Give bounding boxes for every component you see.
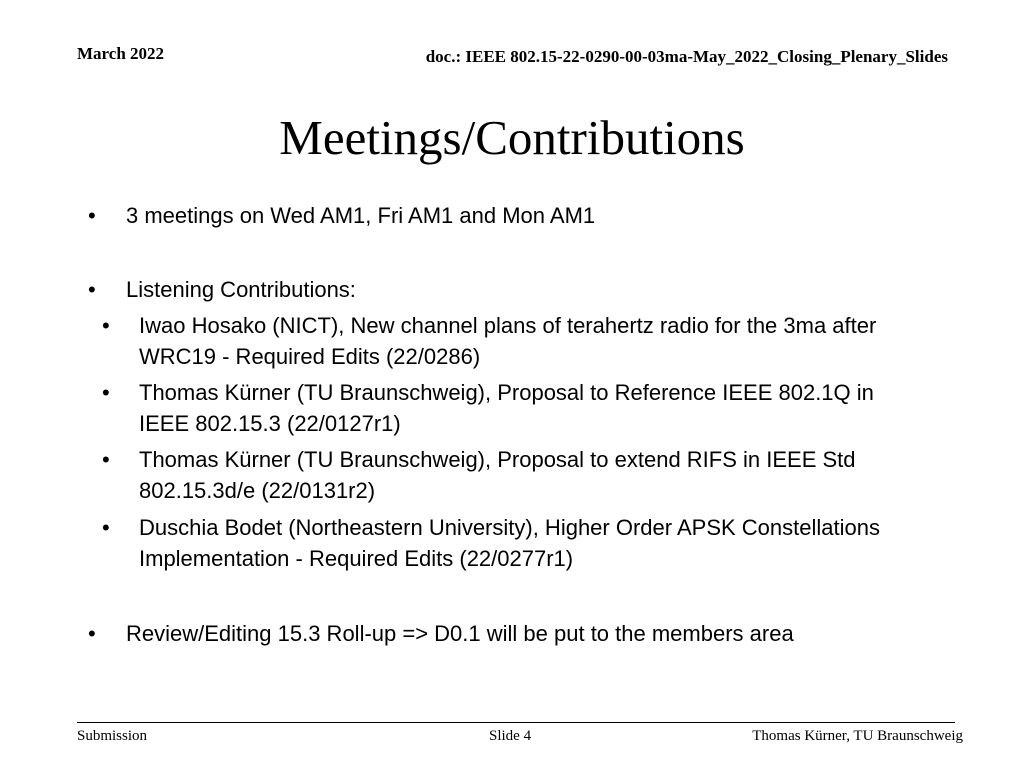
contribution-text: Iwao Hosako (NICT), New channel plans of terahertz radio for the 3ma after WRC19 - Required Edits (22/0286) <box>139 313 877 369</box>
contribution-text: Duschia Bodet (Northeastern University), Higher Order APSK Constellations Implementation - Required Edits (22/0277r1) <box>139 515 880 571</box>
bullet-dot: • <box>102 380 110 405</box>
footer-author: Thomas Kürner, TU Braunschweig <box>752 728 963 744</box>
bullet-text: 3 meetings on Wed AM1, Fri AM1 and Mon AM1 <box>126 203 596 228</box>
bullet-dot: • <box>88 203 96 228</box>
bullet-text: Review/Editing 15.3 Roll-up => D0.1 will be put to the members area <box>126 621 794 646</box>
bullet-dot: • <box>102 447 110 472</box>
bullet-dot: • <box>102 313 110 338</box>
bullet-text: Listening Contributions: <box>126 277 356 302</box>
footer-slide-number: Slide 4 <box>489 728 532 744</box>
bullet-dot: • <box>88 277 96 302</box>
header-date: March 2022 <box>77 44 165 63</box>
bullet-dot: • <box>88 621 96 646</box>
footer-submission: Submission <box>77 728 148 744</box>
footer-divider <box>77 722 955 723</box>
contribution-text: Thomas Kürner (TU Braunschweig), Proposal to extend RIFS in IEEE Std 802.15.3d/e (22/0131r2) <box>139 447 856 503</box>
header-doc-id: doc.: IEEE 802.15-22-0290-00-03ma-May_2022_Closing_Plenary_Slides <box>425 47 948 66</box>
contribution-text: Thomas Kürner (TU Braunschweig), Proposal to Reference IEEE 802.1Q in IEEE 802.15.3 (22/0127r1) <box>139 380 874 436</box>
slide-title: Meetings/Contributions <box>279 110 745 165</box>
bullet-dot: • <box>102 515 110 540</box>
